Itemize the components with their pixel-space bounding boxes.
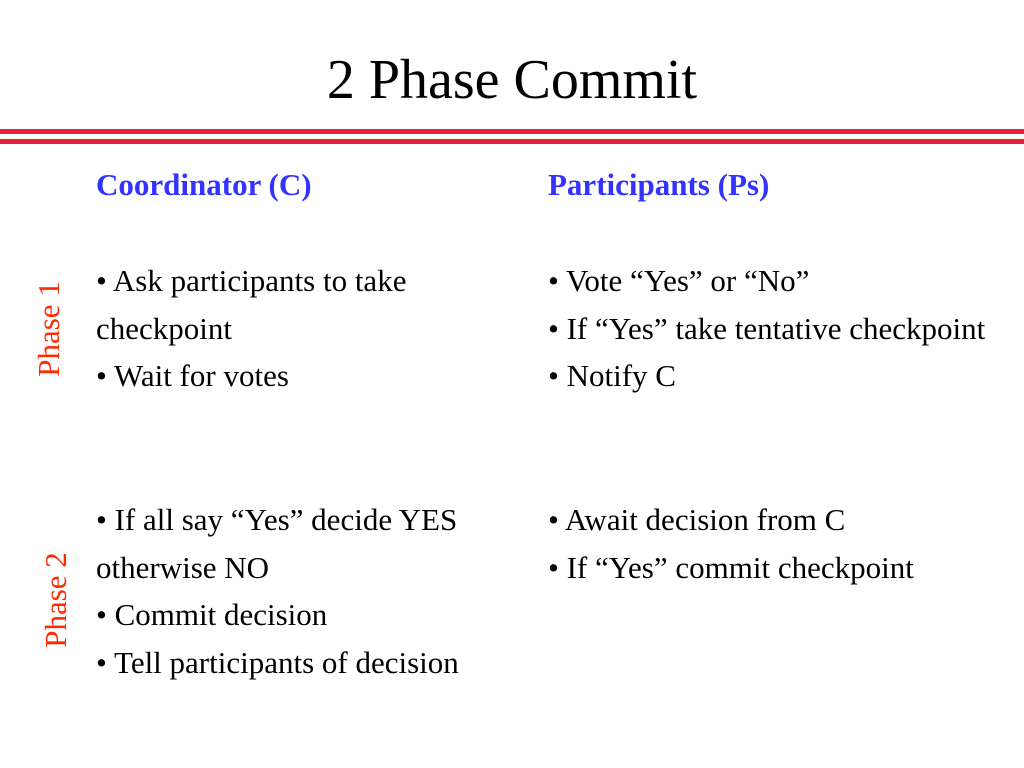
bullet-item: • Wait for votes [96, 358, 289, 393]
title-divider-top [0, 129, 1024, 134]
bullet-item: • If “Yes” take tentative checkpoint [548, 310, 986, 346]
bullet-item: • Tell participants of decision [96, 644, 459, 680]
participants-column-heading: Participants (Ps) [548, 167, 770, 202]
coordinator-column-heading: Coordinator (C) [96, 167, 312, 202]
bullet-item: • If “Yes” commit checkpoint [548, 549, 914, 585]
slide-title: 2 Phase Commit [326, 49, 698, 111]
phase-2-coordinator-steps [96, 496, 516, 686]
phase-1-label: Phase 1 [31, 281, 66, 377]
bullet-item: • Commit decision [96, 597, 328, 632]
phase-1-coordinator-steps [96, 257, 516, 400]
bullet-item: • If all say “Yes” decide YES otherwise NO [96, 502, 458, 585]
bullet-item: • Notify C [548, 358, 676, 393]
phase-2-label: Phase 2 [38, 552, 73, 648]
bullet-item: • Await decision from C [548, 502, 846, 537]
phase-2-participant-steps [548, 496, 988, 591]
phase-1-participant-steps [548, 257, 988, 400]
bullet-item: • Vote “Yes” or “No” [548, 263, 810, 298]
title-divider-bottom [0, 139, 1024, 144]
bullet-item: • Ask participants to take checkpoint [96, 263, 407, 346]
